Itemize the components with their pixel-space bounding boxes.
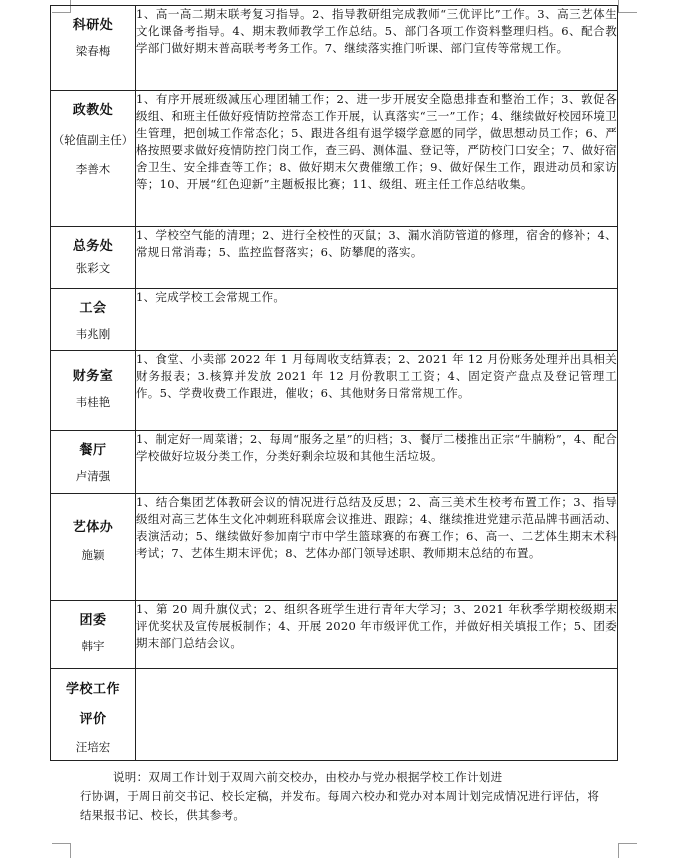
work-content[interactable]: 1、制定好一周菜谱；2、每周“服务之星”的归档；3、餐厅二楼推出正宗“牛腩粉”，4、配合学校做好垃圾分类工作，分类好剩余垃圾和其他生活垃圾。 — [136, 431, 618, 494]
work-content[interactable]: 1、有序开展班级减压心理团辅工作；2、进一步开展安全隐患排查和整治工作；3、敦促各级组、和班主任做好疫情防控常态工作开展，认真落实“三一”工作；4、继续做好校园环境卫生管理，把创城工作常态化；5、跟进各组有退学辍学意愿的同学，做思想动员工作；6、严格按照要求做好疫情防控门岗工作，查三码、测体温、登记等，严防校门口安全；7、做好宿舍卫生、安全排查等工作；8、做好期末欠费催缴工作；9、做好保生工作，跟进动员和家访等；10、开展“红色迎新”主题板报比赛；11、级组、班主任工作总结收集。 — [136, 91, 618, 227]
work-plan-table — [50, 5, 618, 761]
dept-cell — [51, 227, 136, 289]
dept-cell — [51, 669, 136, 761]
table-row — [51, 494, 618, 601]
dept-cell — [51, 601, 136, 669]
table-row — [51, 601, 618, 669]
table-row — [51, 91, 618, 227]
dept-name: 政教处 — [72, 103, 114, 118]
dept-person: 韦桂艳 — [75, 395, 111, 409]
dept-name: 科研处 — [72, 18, 114, 33]
footnote-rest: 行协调，于周日前交书记、校长定稿，并发布。每周六校办和党办对本周计划完成情况进行评估，将结果报书记、校长，供其参考。 — [80, 789, 600, 822]
table-row — [51, 6, 618, 91]
table-row — [51, 227, 618, 289]
work-content[interactable]: 1、结合集团艺体教研会议的情况进行总结及反思；2、高三美术生校考布置工作；3、指导级组对高三艺体生文化冲刺班科联席会议推进、跟踪；4、继续推进党建示范品牌书画活动、表演活动；5、继续做好参加南宁市中学生篮球赛的布赛工作；6、高一、二艺体生期末术科考试；7、艺体生期末评优；8、艺体办部门领导述职、教师期末总结的布置。 — [136, 494, 618, 601]
dept-name: 艺体办 — [72, 520, 114, 535]
dept-cell — [51, 431, 136, 494]
table-row — [51, 669, 618, 761]
dept-cell — [51, 351, 136, 431]
dept-cell — [51, 289, 136, 351]
dept-person: 韦兆刚 — [75, 327, 111, 341]
dept-name: 学校工作评价 — [65, 682, 120, 727]
work-content[interactable]: 1、高一高二期末联考复习指导。2、指导教研组完成教师“三优评比”工作。3、高三艺体生文化课备考指导。4、期末教师教学工作总结。5、部门各项工作资料整理归档。6、配合教学部门做好期末普高联考考务工作。7、继续落实推门听课、部门宣传等常规工作。 — [136, 6, 618, 91]
dept-cell — [51, 494, 136, 601]
dept-name: 总务处 — [72, 239, 114, 254]
crop-mark-top-right — [618, 0, 637, 13]
dept-person: 梁春梅 — [75, 44, 111, 58]
work-content[interactable]: 1、学校空气能的清理；2、进行全校性的灭鼠；3、漏水消防管道的修理，宿舍的修补；4、常规日常消毒；5、监控监督落实；6、防攀爬的落实。 — [136, 227, 618, 289]
table-row — [51, 351, 618, 431]
dept-person: 张彩文 — [75, 261, 111, 275]
evaluation-content[interactable] — [136, 669, 618, 761]
work-content[interactable]: 1、完成学校工会常规工作。 — [136, 289, 618, 351]
dept-person: 施颖 — [81, 548, 105, 562]
dept-name: 餐厅 — [79, 443, 107, 458]
dept-person: 卢清强 — [75, 469, 111, 483]
table-row — [51, 431, 618, 494]
crop-mark-bottom-right — [618, 843, 637, 858]
dept-name: 团委 — [79, 613, 107, 628]
dept-name: 工会 — [79, 301, 107, 316]
dept-person: 韩宇 — [81, 639, 105, 653]
table-row — [51, 289, 618, 351]
footnote-line-1: 说明：双周工作计划于双周六前交校办，由校办与党办根据学校工作计划进 — [113, 770, 503, 784]
footnote — [80, 768, 600, 825]
dept-role: （轮值副主任） — [52, 133, 134, 147]
dept-name: 财务室 — [72, 369, 114, 384]
dept-person: 李善木 — [75, 162, 111, 176]
dept-person: 汪培宏 — [75, 740, 111, 754]
dept-cell — [51, 91, 136, 227]
work-content[interactable]: 1、食堂、小卖部 2022 年 1 月每周收支结算表；2、2021 年 12 月份账务处理并出具相关财务报表；3.核算并发放 2021 年 12 月份教职工工资；4、固定资产盘点及登记管理工作。5、学费收费工作跟进，催收；6、其他财务日常常规工作。 — [136, 351, 618, 431]
crop-mark-bottom-left — [52, 843, 71, 858]
work-content[interactable]: 1、第 20 周升旗仪式；2、组织各班学生进行青年大学习；3、2021 年秋季学期校级期末评优奖状及宣传展板制作；4、开展 2020 年市级评优工作，并做好相关填报工作；5、团委期末部门总结会议。 — [136, 601, 618, 669]
dept-cell — [51, 6, 136, 91]
